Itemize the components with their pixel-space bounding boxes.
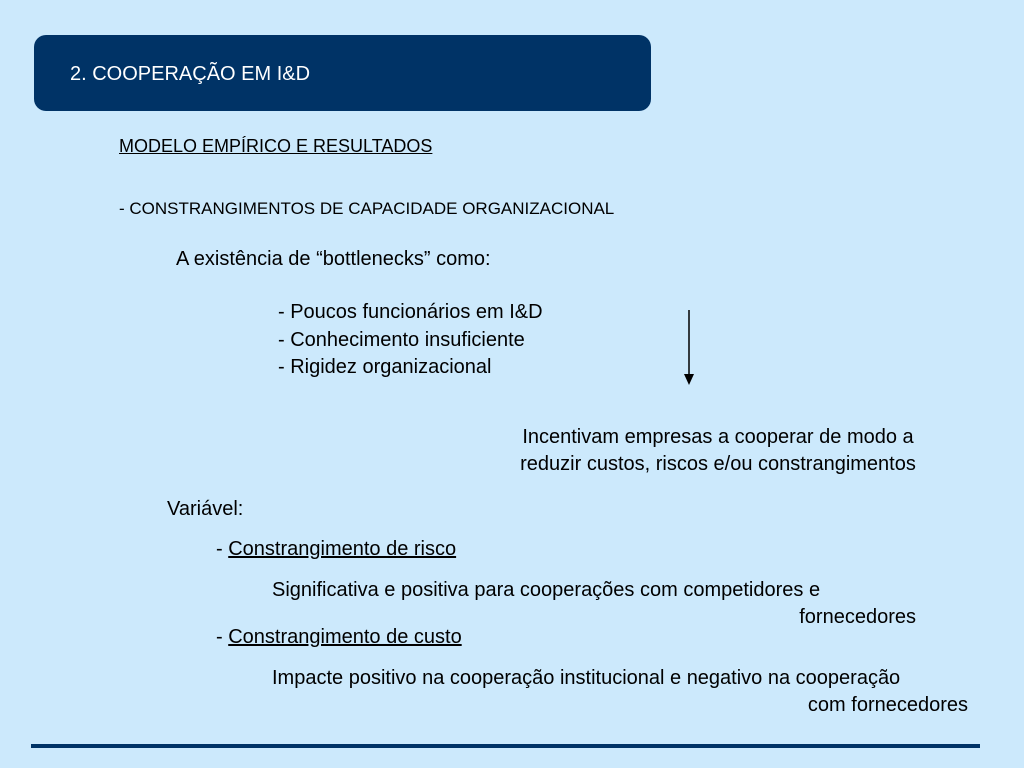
section-heading: - CONSTRANGIMENTOS DE CAPACIDADE ORGANIZACIONAL [119, 199, 615, 218]
variable-cost-name: Constrangimento de custo [228, 626, 462, 648]
variable-risk-result-line-1: Significativa e positiva para cooperações com competidores e [272, 579, 821, 601]
variable-risk-prefix: - [216, 538, 229, 560]
variable-risk-result-line-2: fornecedores [799, 606, 916, 628]
intro-text: A existência de “bottlenecks” como: [176, 248, 491, 270]
variable-cost-result-line-1: Impacte positivo na cooperação institucional e negativo na cooperação [272, 667, 901, 689]
bottleneck-item-3: - Rigidez organizacional [278, 356, 492, 378]
variable-cost-prefix: - [216, 626, 229, 648]
variable-cost-result-line-2: com fornecedores [807, 694, 968, 716]
variable-risk-result [272, 577, 916, 631]
footer-divider [31, 744, 980, 748]
consequence-line-2: reduzir custos, riscos e/ou constrangimentos [520, 453, 916, 475]
consequence-text [488, 424, 948, 478]
variable-risk [216, 537, 456, 561]
bottleneck-item-2: - Conhecimento insuficiente [278, 329, 525, 351]
title-bar [34, 35, 651, 111]
variable-label: Variável: [167, 498, 244, 520]
variable-cost-result [272, 665, 990, 719]
variable-risk-name: Constrangimento de risco [228, 538, 457, 560]
slide-title: 2. COOPERAÇÃO EM I&D [70, 63, 311, 85]
slide-subtitle: MODELO EMPÍRICO E RESULTADOS [119, 136, 433, 156]
down-arrow-icon [682, 310, 696, 386]
consequence-line-1: Incentivam empresas a cooperar de modo a [522, 426, 914, 448]
bottleneck-item-1: - Poucos funcionários em I&D [278, 301, 543, 323]
variable-cost [216, 625, 462, 649]
